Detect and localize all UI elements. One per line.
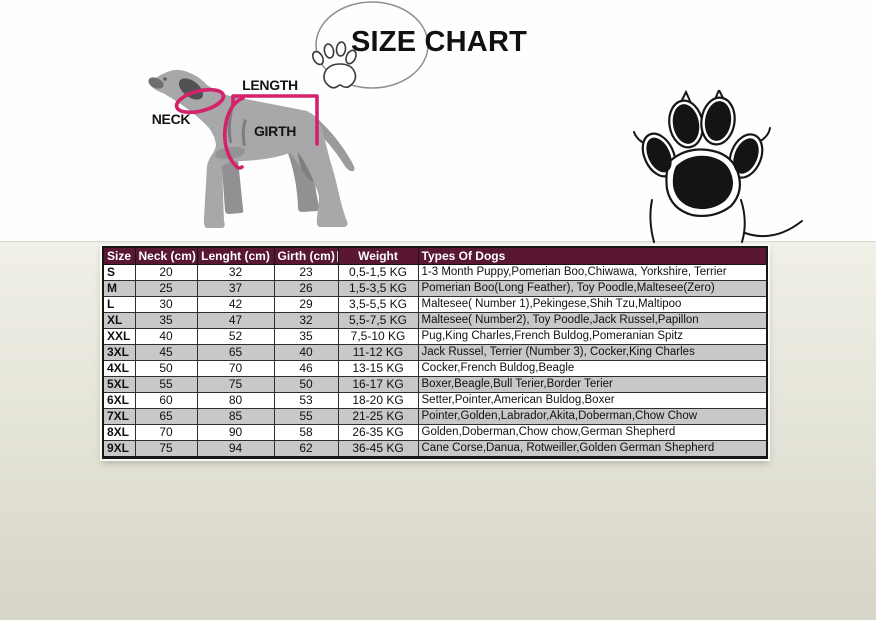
cell-girth-cm: 35 [274, 329, 338, 345]
cell-lenght-cm: 65 [197, 345, 274, 361]
cell-size: 7XL [103, 409, 135, 425]
cell-lenght-cm: 85 [197, 409, 274, 425]
cell-weight: 1,5-3,5 KG [338, 281, 418, 297]
cell-size: 6XL [103, 393, 135, 409]
cell-types-of-dogs: Cane Corse,Danua, Rotweiller,Golden German Shepherd [418, 441, 767, 458]
cell-neck-cm: 45 [135, 345, 197, 361]
cell-lenght-cm: 94 [197, 441, 274, 458]
column-header-lenght-cm: Lenght (cm) [197, 247, 274, 265]
cell-neck-cm: 50 [135, 361, 197, 377]
cell-girth-cm: 40 [274, 345, 338, 361]
cell-size: XL [103, 313, 135, 329]
cell-weight: 18-20 KG [338, 393, 418, 409]
cell-girth-cm: 53 [274, 393, 338, 409]
dog-measurement-diagram [118, 52, 380, 248]
cell-weight: 21-25 KG [338, 409, 418, 425]
cell-neck-cm: 25 [135, 281, 197, 297]
cell-lenght-cm: 37 [197, 281, 274, 297]
cell-girth-cm: 55 [274, 409, 338, 425]
cell-lenght-cm: 90 [197, 425, 274, 441]
cell-weight: 5,5-7,5 KG [338, 313, 418, 329]
cell-types-of-dogs: Pomerian Boo(Long Feather), Toy Poodle,Maltesee(Zero) [418, 281, 767, 297]
cell-types-of-dogs: Setter,Pointer,American Buldog,Boxer [418, 393, 767, 409]
cell-weight: 26-35 KG [338, 425, 418, 441]
cell-lenght-cm: 70 [197, 361, 274, 377]
cell-types-of-dogs: Golden,Doberman,Chow chow,German Shepherd [418, 425, 767, 441]
cell-types-of-dogs: Maltesee( Number 1),Pekingese,Shih Tzu,Maltipoo [418, 297, 767, 313]
neck-label: NECK [151, 111, 191, 127]
cell-neck-cm: 55 [135, 377, 197, 393]
cell-types-of-dogs: Maltesee( Number2), Toy Poodle,Jack Russel,Papillon [418, 313, 767, 329]
paw-sketch-icon [632, 90, 812, 245]
table-row [103, 297, 767, 313]
cell-size: 3XL [103, 345, 135, 361]
cell-lenght-cm: 42 [197, 297, 274, 313]
cell-types-of-dogs: Cocker,French Buldog,Beagle [418, 361, 767, 377]
cell-neck-cm: 20 [135, 265, 197, 281]
table-row [103, 409, 767, 425]
cell-types-of-dogs: Jack Russel, Terrier (Number 3), Cocker,King Charles [418, 345, 767, 361]
column-header-weight: Weight [338, 247, 418, 265]
cell-size: XXL [103, 329, 135, 345]
cell-neck-cm: 30 [135, 297, 197, 313]
cell-neck-cm: 70 [135, 425, 197, 441]
cell-girth-cm: 23 [274, 265, 338, 281]
column-header-size: Size [103, 247, 135, 265]
cell-types-of-dogs: Pug,King Charles,French Buldog,Pomeranian Spitz [418, 329, 767, 345]
cell-lenght-cm: 32 [197, 265, 274, 281]
table-row [103, 313, 767, 329]
cell-types-of-dogs: Boxer,Beagle,Bull Terier,Border Terier [418, 377, 767, 393]
cell-size: S [103, 265, 135, 281]
table-header-row [103, 247, 767, 265]
table-row [103, 265, 767, 281]
cell-lenght-cm: 52 [197, 329, 274, 345]
cell-girth-cm: 62 [274, 441, 338, 458]
cell-size: 5XL [103, 377, 135, 393]
cell-size: M [103, 281, 135, 297]
cell-lenght-cm: 80 [197, 393, 274, 409]
cell-size: L [103, 297, 135, 313]
cell-girth-cm: 58 [274, 425, 338, 441]
cell-girth-cm: 46 [274, 361, 338, 377]
table-row [103, 361, 767, 377]
cell-lenght-cm: 47 [197, 313, 274, 329]
cell-girth-cm: 50 [274, 377, 338, 393]
cell-size: 4XL [103, 361, 135, 377]
cell-neck-cm: 60 [135, 393, 197, 409]
cell-girth-cm: 29 [274, 297, 338, 313]
cell-weight: 3,5-5,5 KG [338, 297, 418, 313]
cell-weight: 7,5-10 KG [338, 329, 418, 345]
table-row [103, 425, 767, 441]
cell-lenght-cm: 75 [197, 377, 274, 393]
length-label: LENGTH [242, 77, 298, 93]
table-row [103, 345, 767, 361]
cell-neck-cm: 65 [135, 409, 197, 425]
cell-girth-cm: 32 [274, 313, 338, 329]
cell-girth-cm: 26 [274, 281, 338, 297]
column-header-types-of-dogs: Types Of Dogs [418, 247, 767, 265]
cell-neck-cm: 40 [135, 329, 197, 345]
table-row [103, 441, 767, 458]
table-row [103, 281, 767, 297]
cell-types-of-dogs: 1-3 Month Puppy,Pomerian Boo,Chiwawa, Yorkshire, Terrier [418, 265, 767, 281]
cell-size: 9XL [103, 441, 135, 458]
cell-types-of-dogs: Pointer,Golden,Labrador,Akita,Doberman,Chow Chow [418, 409, 767, 425]
girth-label: GIRTH [253, 123, 297, 139]
column-header-neck-cm: Neck (cm) [135, 247, 197, 265]
table-row [103, 377, 767, 393]
size-chart-table [102, 246, 768, 459]
cell-weight: 13-15 KG [338, 361, 418, 377]
column-header-girth-cm: Girth (cm) [274, 247, 338, 265]
cell-size: 8XL [103, 425, 135, 441]
page-title: SIZE CHART [351, 26, 527, 58]
table-row [103, 393, 767, 409]
cell-weight: 16-17 KG [338, 377, 418, 393]
cell-weight: 0,5-1,5 KG [338, 265, 418, 281]
dog-illustration [147, 70, 355, 228]
cell-weight: 11-12 KG [338, 345, 418, 361]
table-row [103, 329, 767, 345]
cell-neck-cm: 35 [135, 313, 197, 329]
size-table-body [103, 265, 767, 458]
cell-neck-cm: 75 [135, 441, 197, 458]
cell-weight: 36-45 KG [338, 441, 418, 458]
